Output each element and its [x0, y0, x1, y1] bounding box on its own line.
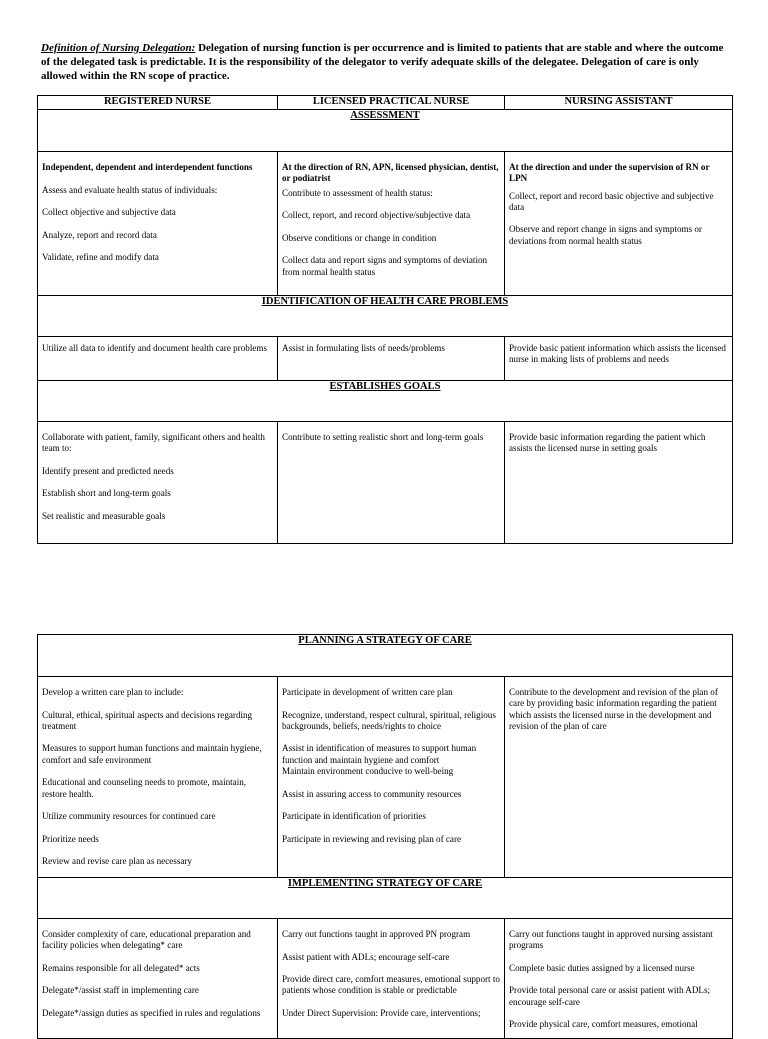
goals-lpn-cell: Contribute to setting realistic short and long-term goals [278, 422, 505, 544]
section-title-problems: IDENTIFICATION OF HEALTH CARE PROBLEMS [38, 296, 733, 337]
planning-rn-cell: Develop a written care plan to include: Cultural, ethical, spiritual aspects and decisions regarding treatment Measures to support human functions and maintain hygiene, comfort and safe environment Educational and counseling needs to promote, maintain, restore health. Utilize community resources for continued care Prioritize needs Review and revise care plan as necessary [38, 677, 278, 878]
problems-na-cell: Provide basic patient information which assists the licensed nurse in making lists of problems and needs [505, 337, 733, 381]
problems-row [38, 337, 733, 381]
goals-row [38, 422, 733, 544]
planning-lpn-cell: Participate in development of written care plan Recognize, understand, respect cultural, spiritual, religious backgrounds, beliefs, needs/rights to choice Assist in identification of measures to support human function and maintain hygiene and comfort Maintain environment conducive to well-being Assist in assuring access to community resources Participate in identification of priorities Participate in reviewing and revising plan of care [278, 677, 505, 878]
section-row-implementing [38, 878, 733, 919]
assessment-na-cell: At the direction and under the supervision of RN or LPN Collect, report and record basic objective and subjective data Observe and report change in signs and symptoms or deviations from normal health status [505, 152, 733, 296]
assessment-rn-cell: Independent, dependent and interdependent functions Assess and evaluate health status of individuals: Collect objective and subjective data Analyze, report and record data Validate, refine and modify data [38, 152, 278, 296]
goals-rn-cell: Collaborate with patient, family, significant others and health team to: Identify present and predicted needs Establish short and long-term goals Set realistic and measurable goals [38, 422, 278, 544]
section-title-assessment: ASSESSMENT [38, 110, 733, 152]
goals-na-cell: Provide basic information regarding the patient which assists the licensed nurse in setting goals [505, 422, 733, 544]
delegation-table-part-1 [37, 95, 733, 544]
definition-text: Delegation of nursing function is per occurrence and is limited to patients that are stable and where the outcome of the delegated task is predictable. It is the responsibility of the delegator to verify adequate skills of the delegatee. Delegation of care is only allowed within the RN scope of practice. [41, 42, 724, 82]
planning-row [38, 677, 733, 878]
planning-na-cell: Contribute to the development and revision of the plan of care by providing basic information regarding the patient which assists the licensed nurse in the development and revision of the plan of care [505, 677, 733, 878]
delegation-definition [41, 41, 731, 83]
delegation-table-part-2 [37, 634, 733, 1039]
implementing-rn-cell: Consider complexity of care, educational preparation and facility policies when delegating* care Remains responsible for all delegated* acts Delegate*/assist staff in implementing care Delegate*/assign duties as specified in rules and regulations [38, 919, 278, 1039]
definition-term: Definition of Nursing Delegation: [41, 42, 196, 54]
assessment-lpn-cell: At the direction of RN, APN, licensed physician, dentist, or podiatrist Contribute to assessment of health status: Collect, report, and record objective/subjective data Observe conditions or change in condition Collect data and report signs and symptoms of deviation from normal health status [278, 152, 505, 296]
column-header-row [38, 96, 733, 110]
problems-lpn-cell: Assist in formulating lists of needs/problems [278, 337, 505, 381]
section-row-planning [38, 635, 733, 677]
section-title-goals: ESTABLISHES GOALS [38, 381, 733, 422]
column-header-lpn: LICENSED PRACTICAL NURSE [278, 96, 505, 110]
section-row-goals [38, 381, 733, 422]
implementing-na-cell: Carry out functions taught in approved nursing assistant programs Complete basic duties assigned by a licensed nurse Provide total personal care or assist patient with ADLs; encourage self-care Provide physical care, comfort measures, emotional [505, 919, 733, 1039]
implementing-row [38, 919, 733, 1039]
column-header-na: NURSING ASSISTANT [505, 96, 733, 110]
column-header-rn: REGISTERED NURSE [38, 96, 278, 110]
implementing-lpn-cell: Carry out functions taught in approved PN program Assist patient with ADLs; encourage self-care Provide direct care, comfort measures, emotional support to patients whose condition is stable or predictable Under Direct Supervision: Provide care, interventions; [278, 919, 505, 1039]
assessment-row [38, 152, 733, 296]
section-row-assessment [38, 110, 733, 152]
problems-rn-cell: Utilize all data to identify and document health care problems [38, 337, 278, 381]
section-row-problems [38, 296, 733, 337]
section-title-implementing: IMPLEMENTING STRATEGY OF CARE [38, 878, 733, 919]
section-title-planning: PLANNING A STRATEGY OF CARE [38, 635, 733, 677]
